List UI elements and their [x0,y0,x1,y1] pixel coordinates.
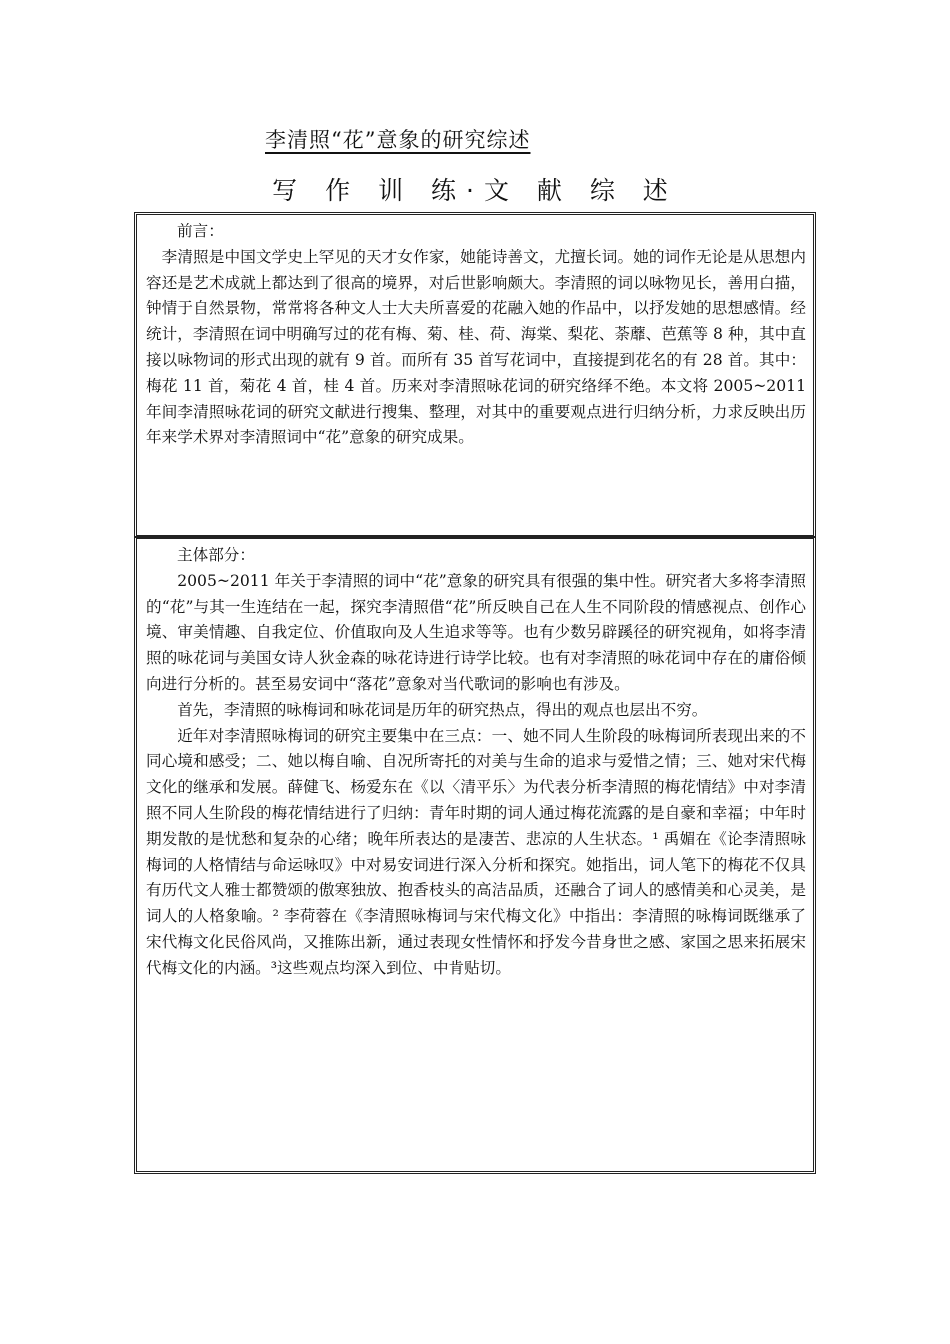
intro-section-box [134,212,816,538]
main-paragraph: 首先，李清照的咏梅词和咏花词是历年的研究热点，得出的观点也层出不穷。 [177,700,708,719]
document-title: 李清照“花”意象的研究综述 [265,128,531,152]
main-paragraph: 近年对李清照咏梅词的研究主要集中在三点：一、她不同人生阶段的咏梅词所表现出来的不同心境和感受；二、她以梅自喻、自况所寄托的对美与生命的追求与爱惜之情；三、她对宋代梅文化的继承和发展。薛健飞、杨爱东在《以〈清平乐〉为代表分析李清照的梅花情结》中对李清照不同人生阶段的梅花情结进行了归纳：青年时期的词人通过梅花流露的是自豪和幸福；中年时期发散的是忧愁和复杂的心绪；晚年所表达的是凄苦、悲凉的人生状态。¹ 禹媚在《论李清照咏梅词的人格情结与命运咏叹》中对易安词进行深入分析和探究。她指出，词人笔下的梅花不仅具有历代文人雅士都赞颂的傲寒独放、抱香枝头的高洁品质，还融合了词人的感情美和心灵美，是词人的人格象喻。² 李荷蓉在《李清照咏梅词与宋代梅文化》中指出：李清照的咏梅词既继承了宋代梅文化民俗风尚，又推陈出新，通过表现女性情怀和抒发今昔身世之感、家国之思来拓展宋代梅文化的内涵。³这些观点均深入到位、中肯贴切。 [146,726,806,977]
intro-paragraph: 李清照是中国文学史上罕见的天才女作家，她能诗善文，尤擅长词。她的词作无论是从思想内容还是艺术成就上都达到了很高的境界，对后世影响颇大。李清照的词以咏物见长，善用白描，钟情于自然景物，常常将各种文人士大夫所喜爱的花融入她的作品中，以抒发她的思想感情。经统计，李清照在词中明确写过的花有梅、菊、桂、荷、海棠、梨花、荼蘼、芭蕉等 8 种，其中直接以咏物词的形式出现的就有 9 首。而所有 35 首写花词中，直接提到花名的有 28 首。其中：梅花 11 首，菊花 4 首，桂 4 首。历来对李清照咏花词的研究络绎不绝。本文将 2005~2011 年间李清照咏花词的研究文献进行搜集、整理，对其中的重要观点进行归纳分析，力求反映出历年来学术界对李清照词中“花”意象的研究成果。 [146,247,806,447]
intro-heading: 前言： [177,222,224,240]
main-paragraph: 2005~2011 年关于李清照的词中“花”意象的研究具有很强的集中性。研究者大多将李清照的“花”与其一生连结在一起，探究李清照借“花”所反映自己在人生不同阶段的情感视点、创作心境、审美情趣、自我定位、价值取向及人生追求等等。也有少数另辟蹊径的研究视角，如将李清照的咏花词与美国女诗人狄金森的咏花诗进行诗学比较。也有对李清照的咏花词中存在的庸俗倾向进行分析的。甚至易安词中“落花”意象对当代歌词的影响也有涉及。 [146,571,806,693]
document-subtitle: 写 作 训 练·文 献 综 述 [272,176,678,205]
intro-section-content [146,219,806,451]
main-section-box [134,536,816,1174]
main-section-content [146,543,806,982]
main-heading: 主体部分： [177,546,255,564]
